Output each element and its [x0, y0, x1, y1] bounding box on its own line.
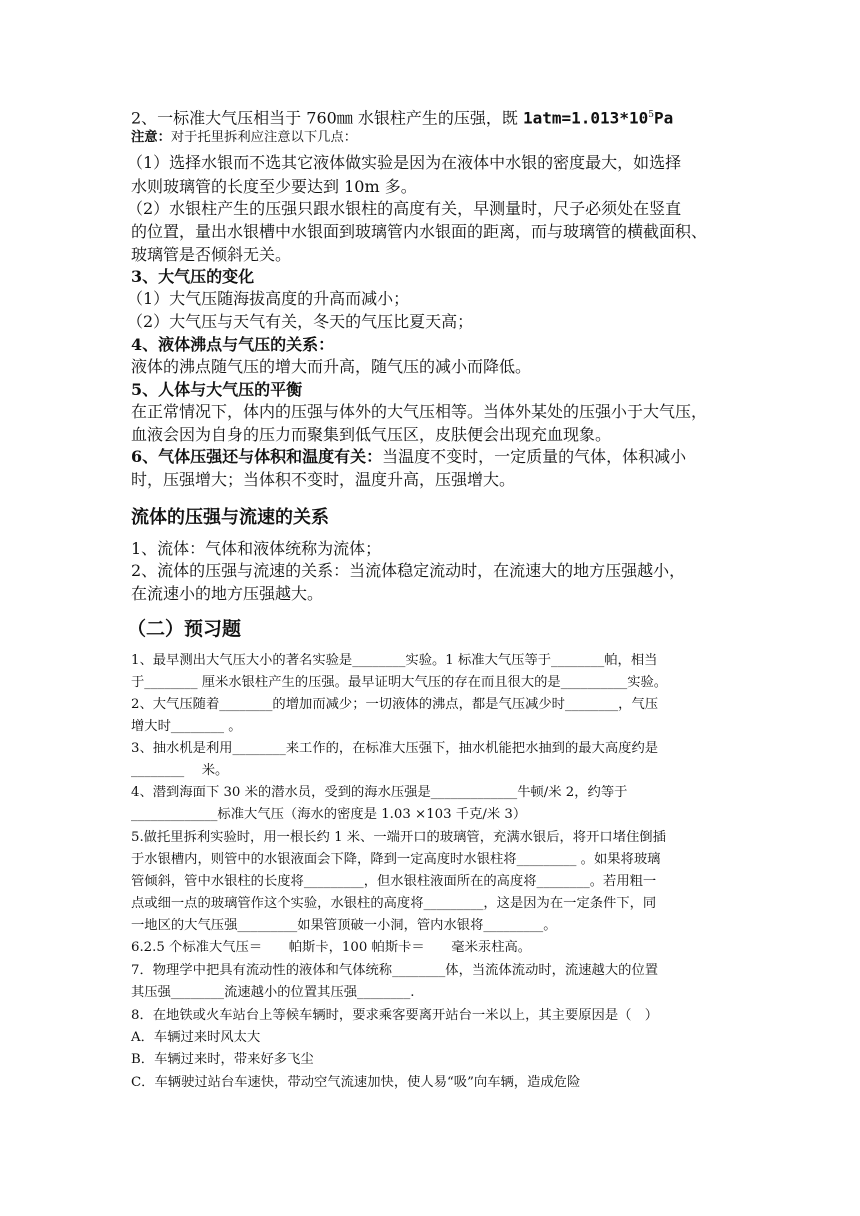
question-line: ________ 米。 — [131, 763, 229, 778]
section-heading: 6、气体压强还与体积和温度有关： — [131, 447, 383, 466]
question-line: 于水银槽内，则管中的水银液面会下降，降到一定高度时水银柱将_________ 。如果将玻璃 — [131, 852, 661, 867]
exponent-text: 5 — [648, 110, 654, 120]
question-line: 8．在地铁或火车站台上等候车辆时，要求乘客要离开站台一米以上，其主要原因是（ ） — [131, 1008, 659, 1023]
text-line — [131, 104, 731, 129]
question-line: 3、抽水机是利用________来工作的，在标准大压强下，抽水机能把水抽到的最大高度约是 — [131, 741, 659, 756]
option-line: A．车辆过来时风太大 — [131, 1030, 261, 1045]
text-line: （1）大气压随海拔高度的升高而减小； — [127, 289, 410, 308]
question-line: 4、潜到海面下 30 米的潜水员，受到的海水压强是_____________牛顿/米 2，约等于 — [131, 785, 628, 800]
text-line: 在流速小的地方压强越大。 — [131, 584, 324, 603]
question-line: 于________ 厘米水银柱产生的压强。最早证明大气压的存在而且很大的是__________实验。 — [131, 675, 668, 690]
text-line — [131, 128, 731, 148]
text-line: 水则玻璃管的长度至少要达到 10m 多。 — [131, 177, 417, 196]
text-line — [131, 446, 731, 468]
question-line: 7．物理学中把具有流动性的液体和气体统称________体，当流体流动时，流速越大的位置 — [131, 963, 659, 978]
question-line: 一地区的大气压强_________如果管顶破一小洞，管内水银将_________。 — [131, 918, 557, 933]
section-heading: 5、人体与大气压的平衡 — [131, 380, 303, 399]
text-line: 玻璃管是否倾斜无关。 — [131, 245, 292, 264]
unit-text: Pa — [653, 108, 674, 128]
text-span: 当温度不变时，一定质量的气体，体积减小 — [382, 447, 687, 466]
question-line: 6.2.5 个标准大气压＝ 帕斯卡，100 帕斯卡＝ 毫米汞柱高。 — [131, 940, 532, 955]
text-span: 2、一标准大气压相当于 760㎜ 水银柱产生的压强，既 — [131, 108, 523, 128]
text-line: （2）大气压与天气有关，冬天的气压比夏天高； — [127, 312, 474, 331]
formula-text: 1atm=1.013*10 — [522, 108, 649, 128]
section-title: 流体的压强与流速的关系 — [131, 507, 329, 528]
text-line: 的位置，量出水银槽中水银面到玻璃管内水银面的距离，而与玻璃管的横截面积、 — [131, 222, 708, 241]
text-line: 在正常情况下，体内的压强与体外的大气压相等。当体外某处的压强小于大气压， — [131, 402, 708, 421]
text-line: （2）水银柱产生的压强只跟水银柱的高度有关，早测量时，尺子必须处在竖直 — [127, 199, 682, 218]
question-line: 增大时________ 。 — [131, 719, 242, 734]
question-line: 管倾斜，管中水银柱的长度将_________，但水银柱液面所在的高度将________。若用粗一 — [131, 874, 657, 889]
note-label: 注意： — [131, 130, 171, 145]
text-line: 1、流体：气体和液体统称为流体； — [131, 539, 382, 558]
section-title: （二）预习题 — [127, 618, 242, 640]
question-line: 其压强________流速越小的位置其压强________. — [131, 985, 415, 1000]
text-span: 对于托里拆利应注意以下几点： — [170, 130, 358, 145]
section-heading: 4、液体沸点与气压的关系： — [131, 335, 335, 354]
question-line: 1、最早测出大气压大小的著名实验是________实验。1 标准大气压等于________帕，相当 — [131, 653, 658, 668]
text-line: 时，压强增大；当体积不变时，温度升高，压强增大。 — [131, 470, 516, 489]
option-line: B．车辆过来时，带来好多飞尘 — [131, 1052, 314, 1067]
text-line: 血液会因为自身的压力而聚集到低气压区，皮肤便会出现充血现象。 — [131, 425, 612, 444]
text-line: （1）选择水银而不选其它液体做实验是因为在液体中水银的密度最大，如选择 — [127, 153, 682, 172]
question-line: 5.做托里拆利实验时，用一根长约 1 米、一端开口的玻璃管，充满水银后，将开口堵住倒插 — [131, 830, 666, 845]
question-line: 点或细一点的玻璃管作这个实验，水银柱的高度将_________，这是因为在一定条件下，同 — [131, 896, 657, 911]
option-line: C．车辆驶过站台车速快，带动空气流速加快，使人易“吸”向车辆，造成危险 — [131, 1075, 581, 1090]
question-line: _____________标准大气压（海水的密度是 1.03 ×103 千克/米 3） — [131, 807, 527, 822]
text-line: 液体的沸点随气压的增大而升高，随气压的减小而降低。 — [131, 357, 532, 376]
section-heading: 3、大气压的变化 — [131, 267, 255, 286]
text-line: 2、流体的压强与流速的关系：当流体稳定流动时，在流速大的地方压强越小， — [131, 561, 686, 580]
question-line: 2、大气压随着________的增加而减少；一切液体的沸点，都是气压减少时________，气压 — [131, 697, 659, 712]
